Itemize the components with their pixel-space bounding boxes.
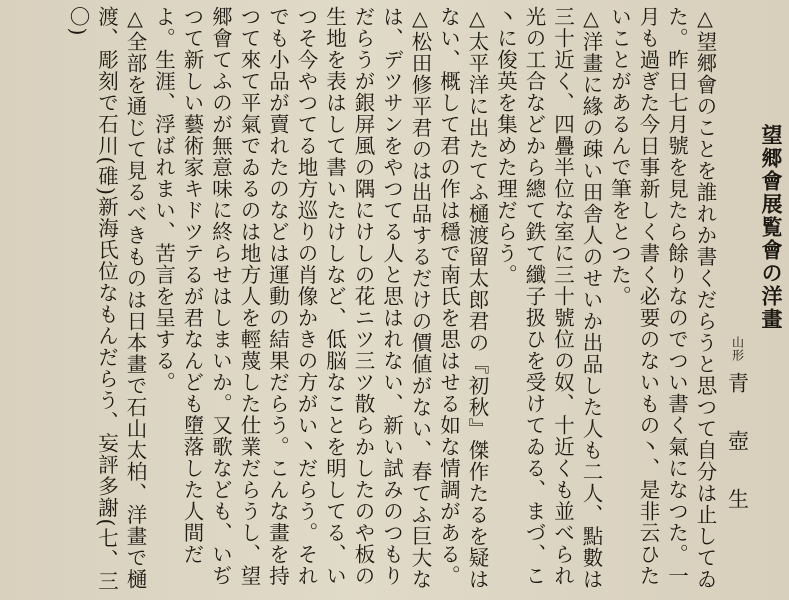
paragraph-4: △松田修平君のは出品するだけの價値がない、春てふ巨大なは、デツサンをやつてる人と思はれない、新い試みのつもりだらうが銀屏風の隅にけしの花ニツ三ツ散らかしたのや板の生地を表はして書いたけしなど、低脳なことを明してる、いつそ今やつてる地方巡りの肖像かきの方がい丶だらう。それでも小品が賣れたのなどは運動の結果だらう。こんな畫を持つて來て平氣でゐるのは地方人を輕蔑した仕業だらうし、望郷會てふのが無意味に終らせはしまいか。又歌なども、いぢつて新しい藝術家キドツテるが君なんども墮落した人間だよ。生涯、浮ばれまい、苦言を呈する。 [151, 6, 432, 590]
paragraph-3: △太平洋に出たてふ樋渡留太郎君の『初秋』傑作たるを疑はない、概して君の作は穩で南氏を思はせる如な情調がある。 [436, 6, 489, 590]
paragraph-1: △望郷會のことを誰れか書くだらうと思つて自分は止してゐた。昨日七月號を見たら餘りなのでつい書く氣になつた。一月も過ぎた今日事新しく書く必要のないもの丶、是非云ひたいことがあるんで筆をとつた。 [607, 6, 717, 590]
article-title: 望郷會展覧會の洋畫 [759, 124, 784, 331]
paragraph-2: △洋畫に緣の疎い田舎人のせいか出品した人も二人、點數は三十近く、四疊半位な室に三十號位の奴、十近くも並べられ光の工合などから總て鉄て纖子扱ひを受けてゐる、まづ、こ丶に俊英を集めた理だらう。 [493, 6, 603, 590]
paragraph-5: △全部を通じて見るべきものは日本畫で石山太柏、洋畫で樋渡、彫刻で石川(碓)新海氏位なもんだらう、妄評多謝(七、三〇) [66, 6, 147, 592]
byline [723, 6, 752, 592]
byline-place: 山形 [730, 336, 745, 362]
article [64, 6, 786, 592]
byline-author: 青 壺 生 [725, 372, 750, 517]
